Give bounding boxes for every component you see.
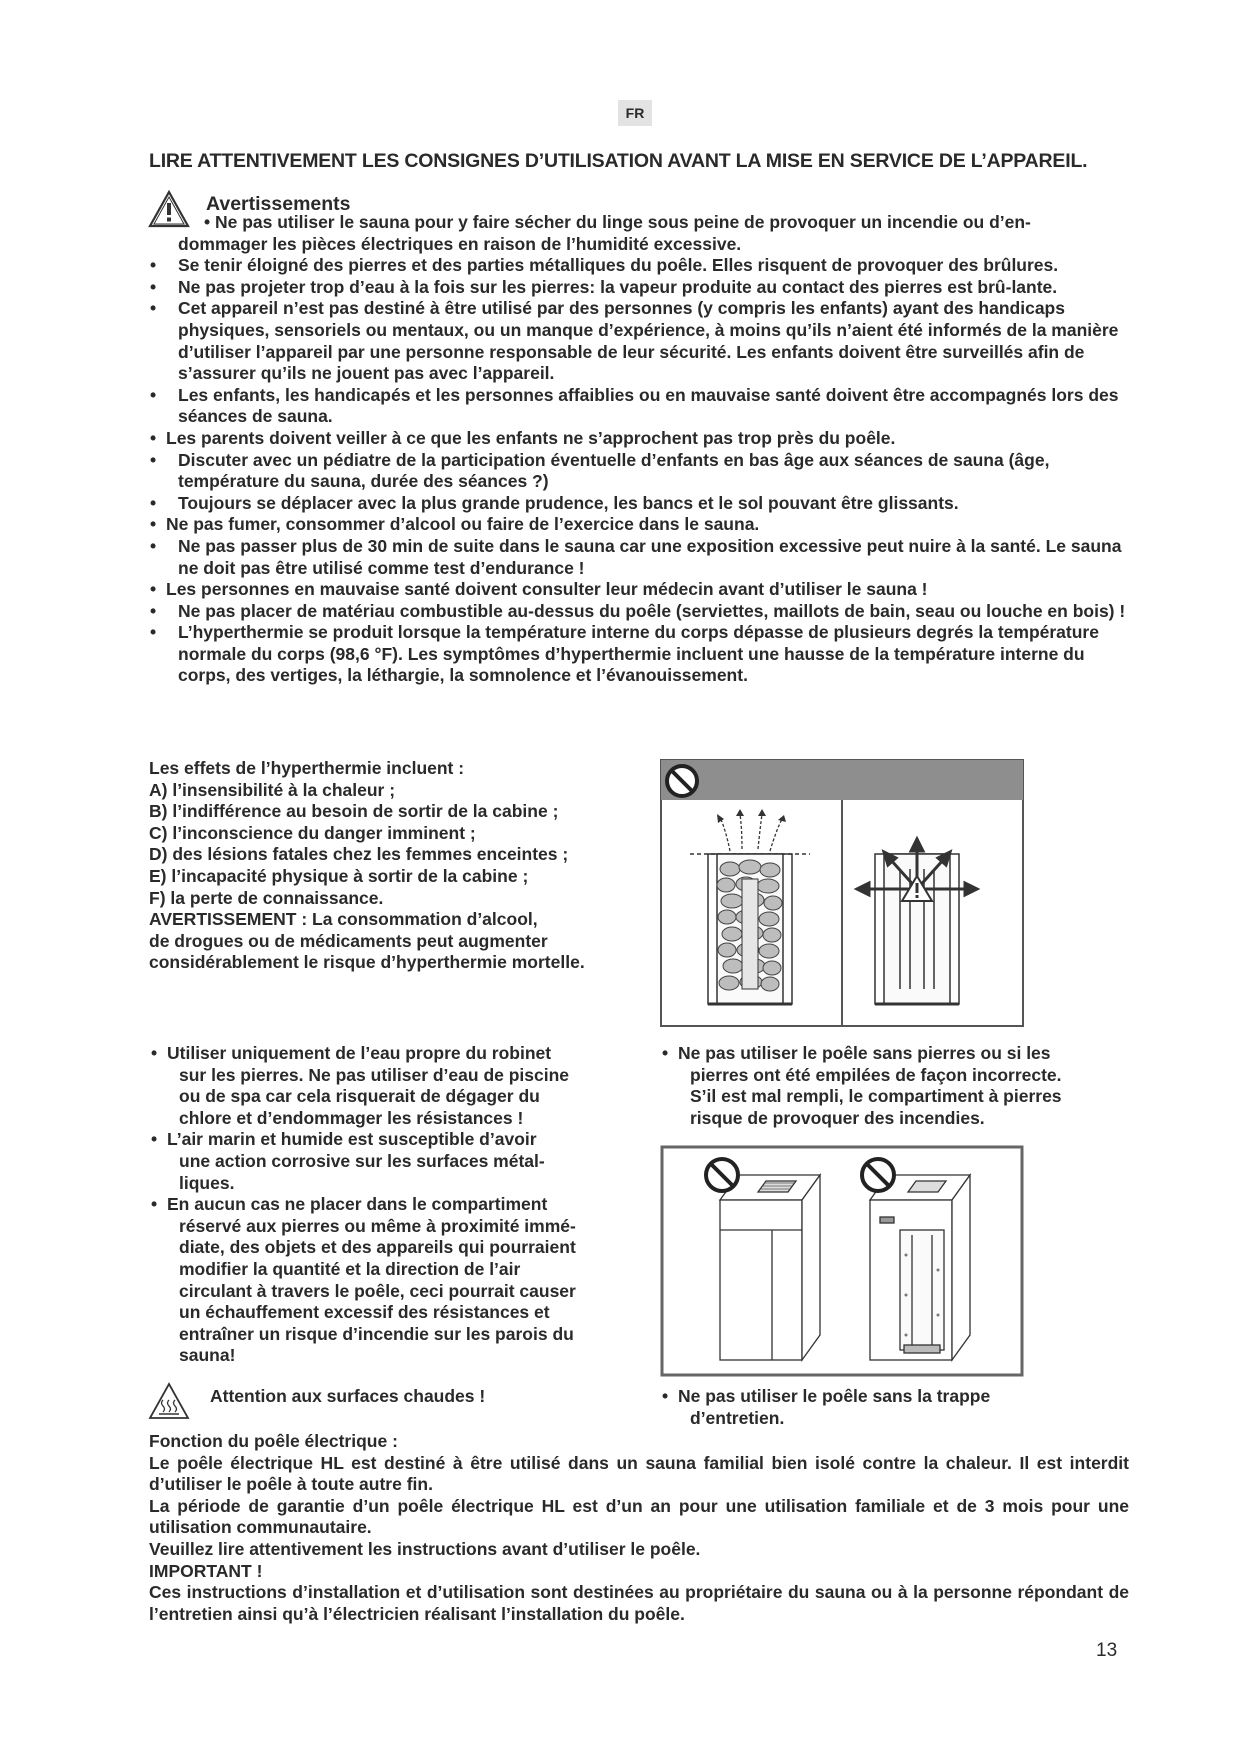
language-badge: FR (618, 100, 652, 126)
effects-line: A) l’insensibilité à la chaleur ; (149, 779, 396, 800)
instruction-line: ou de spa car cela risquerait de dégager du (179, 1086, 540, 1107)
stove-misuse-illustration (660, 1145, 1024, 1377)
instruction-item (149, 1129, 629, 1194)
effects-line: C) l’inconscience du danger imminent ; (149, 822, 476, 843)
warning-item: • Cet appareil n’est pas destiné à être utilisé par des personnes (y compris les enfants) ayant des handicaps physiques, sensoriels ou mentaux, ou un manque d’expérience, à moins qu’ils n’aient été informés de la manière d’utiliser l’appareil par une personne responsable de leur sécurité. Les enfants doivent être surveillés afin de s’assurer qu’ils ne jouent pas avec l’appareil. (148, 298, 1128, 384)
prohibited-icon (862, 1159, 894, 1191)
warning-item-first-cont: dommager les pièces électriques en raison de l’humidité excessive. (178, 233, 742, 254)
effects-line: de drogues ou de médicaments peut augmenter (149, 930, 548, 951)
instruction-item (660, 1386, 1110, 1429)
stove-function-section (149, 1431, 1129, 1625)
instruction-line: liques. (179, 1172, 235, 1193)
effects-line: AVERTISSEMENT : La consommation d’alcool, (149, 909, 538, 930)
read-instructions-paragraph: Veuillez lire attentivement les instructions avant d’utiliser le poêle. (149, 1538, 701, 1559)
instruction-item (149, 1194, 629, 1367)
instruction-line: un échauffement excessif des résistances et (179, 1302, 550, 1323)
warnings-heading: Avertissements (206, 193, 351, 215)
instruction-first-line: Ne pas utiliser le poêle sans la trappe (678, 1386, 991, 1406)
warning-item: • Ne pas fumer, consommer d’alcool ou faire de l’exercice dans le sauna. (148, 514, 1128, 536)
warning-item: • Ne pas passer plus de 30 min de suite dans le sauna car une exposition excessive peut nuire à la santé. Le sauna ne doit pas être utilisé comme test d’endurance ! (148, 536, 1128, 579)
instruction-line: S’il est mal rempli, le compartiment à pierres (690, 1086, 1062, 1107)
warning-item: • Se tenir éloigné des pierres et des parties métalliques du poêle. Elles risquent de provoquer des brûlures. (148, 255, 1128, 277)
important-heading: IMPORTANT ! (149, 1560, 263, 1581)
instruction-first-line: Utiliser uniquement de l’eau propre du robinet (167, 1043, 552, 1063)
audience-paragraph: Ces instructions d’installation et d’utilisation sont destinées au propriétaire du sauna ou à la personne répondant de l’entretien ainsi qu’à l’électricien réalisant l’installation du poêle. (149, 1582, 1129, 1624)
hot-surface-icon (148, 1382, 190, 1420)
effects-line: E) l’incapacité physique à sortir de la cabine ; (149, 865, 529, 886)
warning-item: • Ne pas placer de matériau combustible au-dessus du poêle (serviettes, maillots de bain, seau ou louche en bois) ! (148, 601, 1128, 623)
function-heading: Fonction du poêle électrique : (149, 1431, 398, 1451)
warning-item: • Ne pas projeter trop d’eau à la fois sur les pierres: la vapeur produite au contact des pierres est brû-lante. (148, 277, 1128, 299)
instruction-line: circulant à travers le poêle, ceci pourrait causer (179, 1280, 576, 1301)
instruction-line: modifier la quantité et la direction de l’air (179, 1258, 521, 1279)
instruction-line: chlore et d’endommager les résistances ! (179, 1107, 524, 1128)
instruction-first-line: L’air marin et humide est susceptible d’avoir (167, 1129, 537, 1150)
warning-item-first: • Ne pas utiliser le sauna pour y faire sécher du linge sous peine de provoquer un incendie ou d’en- (204, 212, 1031, 232)
left-instructions (149, 1043, 629, 1367)
effects-line: F) la perte de connaissance. (149, 887, 384, 908)
effects-line: B) l’indifférence au besoin de sortir de la cabine ; (149, 801, 559, 822)
prohibited-icon (667, 766, 697, 796)
warning-item: • Les personnes en mauvaise santé doivent consulter leur médecin avant d’utiliser le sauna ! (148, 579, 1128, 601)
warning-item: • L’hyperthermie se produit lorsque la température interne du corps dépasse de plusieurs degrés la température normale du corps (98,6 °F). Les symptômes d’hyperthermie incluent une hausse de la température interne du corps, des vertiges, la léthargie, la somnolence et l’évanouissement. (148, 622, 1128, 687)
instruction-line: sur les pierres. Ne pas utiliser d’eau de piscine (179, 1064, 570, 1085)
instruction-line: diate, des objets et des appareils qui pourraient (179, 1237, 576, 1258)
instruction-line: risque de provoquer des incendies. (690, 1107, 985, 1128)
stove-covering-prohibited-illustration (660, 759, 1024, 1027)
effects-line: Les effets de l’hyperthermie incluent : (149, 758, 465, 778)
right-instructions (660, 1043, 1110, 1129)
warning-item: • Discuter avec un pédiatre de la participation éventuelle d’enfants en bas âge aux séances de sauna (âge, température du sauna, durée des séances ?) (148, 450, 1128, 493)
warning-item: • Les enfants, les handicapés et les personnes affaiblies ou en mauvaise santé doivent être accompagnés lors des séances de sauna. (148, 385, 1128, 428)
instruction-item (660, 1043, 1110, 1129)
instruction-line: pierres ont été empilées de façon incorrecte. (690, 1064, 1062, 1085)
warning-item: • Toujours se déplacer avec la plus grande prudence, les bancs et le sol pouvant être glissants. (148, 493, 1128, 515)
instruction-line: d’entretien. (690, 1407, 785, 1428)
function-paragraph: Le poêle électrique HL est destiné à être utilisé dans un sauna familial bien isolé contre la chaleur. Il est interdit d’utiliser le poêle à toute autre fin. (149, 1452, 1129, 1495)
instruction-line: réservé aux pierres ou même à proximité immé- (179, 1215, 576, 1236)
instruction-line: sauna! (179, 1345, 236, 1366)
prohibited-icon (706, 1159, 738, 1191)
warranty-paragraph: La période de garantie d’un poêle électrique HL est d’un an pour une utilisation familiale et de 3 mois pour une utilisation communautaire. (149, 1495, 1129, 1538)
instruction-line: une action corrosive sur les surfaces métal- (179, 1150, 545, 1171)
instruction-line: entraîner un risque d’incendie sur les parois du (179, 1323, 574, 1344)
instruction-first-line: En aucun cas ne placer dans le compartiment (167, 1194, 548, 1215)
hyperthermia-effects (149, 758, 629, 974)
instruction-first-line: Ne pas utiliser le poêle sans pierres ou si les (678, 1043, 1051, 1063)
page-number: 13 (1096, 1640, 1118, 1661)
effects-line: D) des lésions fatales chez les femmes enceintes ; (149, 844, 569, 865)
hot-surface-warning: Attention aux surfaces chaudes ! (210, 1386, 486, 1406)
page-title: LIRE ATTENTIVEMENT LES CONSIGNES D’UTILISATION AVANT LA MISE EN SERVICE DE L’APPAREIL. (149, 150, 1088, 172)
warning-item: • Les parents doivent veiller à ce que les enfants ne s’approchent pas trop près du poêle. (148, 428, 1128, 450)
maintenance-hatch-note (660, 1386, 1110, 1429)
warnings-list (148, 212, 1128, 687)
effects-line: considérablement le risque d’hyperthermie mortelle. (149, 952, 585, 973)
instruction-item (149, 1043, 629, 1129)
